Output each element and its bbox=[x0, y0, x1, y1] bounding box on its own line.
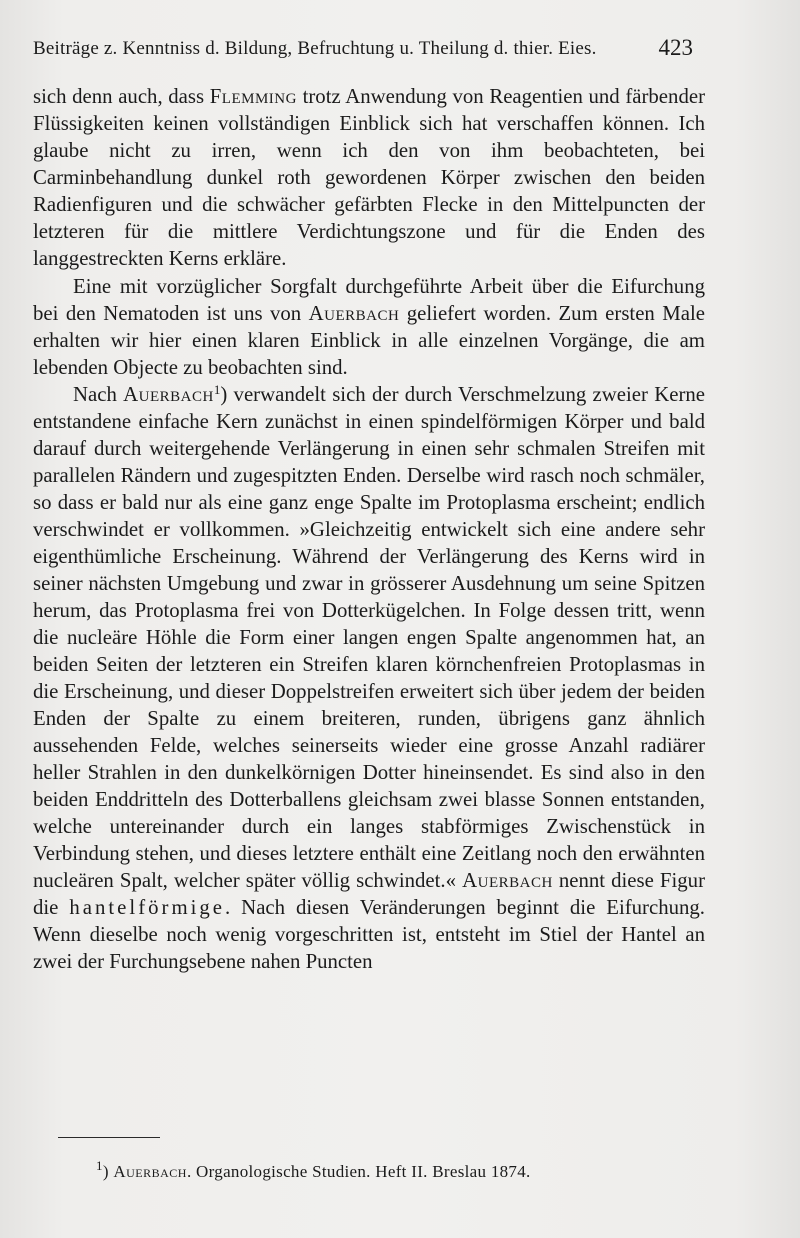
body-text bbox=[33, 84, 705, 975]
text-run: trotz Anwendung von Reagentien und färbender Flüssigkeiten keinen vollständigen Einblick sich hat verschaffen können. Ich glaube nicht zu irren, wenn ich den von ihm beobachteten, bei Carminbehandlung dunkel roth gewordenen Körper zwischen den beiden Radienfiguren und die schwächer gefärbten Flecke in den Mittelpuncten der letzteren für die mittlere Verdichtungszone und für die Enden des langgestreckten Kerns erkläre. bbox=[33, 85, 705, 270]
footnote-author: Auerbach bbox=[113, 1162, 187, 1181]
spaced-term: hantelförmige bbox=[69, 895, 226, 919]
paragraph-2 bbox=[33, 274, 705, 382]
author-name: Flemming bbox=[209, 85, 297, 108]
running-title: Beiträge z. Kenntniss d. Bildung, Befruchtung u. Theilung d. thier. Eies. bbox=[33, 38, 597, 59]
running-header bbox=[33, 35, 693, 68]
text-run: Eine mit vorzüglicher Sorgfalt durchgeführte Arbeit über die Eifurchung bei den Nematoden ist uns von bbox=[33, 274, 705, 325]
page-number: 423 bbox=[658, 35, 693, 60]
paragraph-1 bbox=[33, 84, 705, 273]
footnote-ref[interactable]: 1 bbox=[213, 382, 221, 398]
text-run: nennt diese Figur die bbox=[33, 868, 705, 919]
author-name: Auerbach bbox=[308, 301, 400, 325]
author-name: Auerbach bbox=[462, 868, 553, 892]
footnote-marker: 1 bbox=[96, 1158, 103, 1173]
author-name: Auerbach bbox=[123, 383, 214, 407]
text-run: ) verwandelt sich der durch Verschmelzung zweier Kerne entstandene einfache Kern zunächst in einen spindelförmigen Körper und bald darauf durch weitergehende Verlängerung in einen sehr schmalen Streifen mit parallelen Rändern und zugespitzten Enden. Derselbe wird rasch noch schmäler, so dass er bald nur als eine ganz enge Spalte im Protoplasma erscheint; endlich verschwindet er vollkommen. »Gleichzeitig entwickelt sich eine andere sehr eigenthümliche Erscheinung. Während der Verlängerung des Kerns wird in seiner nächsten Umgebung und zwar in grösserer Ausdehnung um seine Spitzen herum, das Protoplasma frei von Dotterkügelchen. In Folge dessen tritt, wenn die nucleäre Höhle die Form einer langen engen Spalte angenommen hat, an beiden Seiten der letzteren ein Streifen klaren körnchenfreien Protoplasmas in die Erscheinung, und dieser Doppelstreifen erweitert sich über jedem der beiden Enden der Spalte zu einem breiteren, runden, übrigens ganz ähnlich aussehenden Felde, welches seinerseits wieder eine grosse Anzahl radiärer heller Strahlen in den dunkelkörnigen Dotter hineinsendet. Es sind also in den beiden Enddritteln des Dotterballens gleichsam zwei blasse Sonnen entstanden, welche untereinander durch ein langes stabförmiges Zwischenstück in Verbindung stehen, und dieses letztere enthält eine Zeitlang noch den erwähnten nucleären Spalt, welcher später völlig schwindet.« bbox=[33, 383, 705, 892]
footnote-divider bbox=[58, 1137, 160, 1138]
text-run: . Nach diesen Veränderungen beginnt die Eifurchung. Wenn dieselbe noch wenig vorgeschritten ist, entsteht im Stiel der Hantel an zwei der Furchungsebene nahen Puncten bbox=[33, 895, 706, 973]
footnote-text: . Organologische Studien. Heft II. Breslau 1874. bbox=[186, 1162, 531, 1181]
text-run: Nach bbox=[73, 383, 124, 407]
text-run: geliefert worden. Zum ersten Male erhalten wir hier einen klaren Einblick in alle einzelnen Vorgänge, die am lebenden Objecte zu beobachten sind. bbox=[33, 301, 705, 379]
text-run: sich denn auch, dass bbox=[33, 85, 210, 108]
footnote: $^1$) Auerbach. Organologische Studien. Heft II. Breslau 1874. bbox=[96, 1158, 531, 1181]
paragraph-3 bbox=[33, 382, 705, 975]
